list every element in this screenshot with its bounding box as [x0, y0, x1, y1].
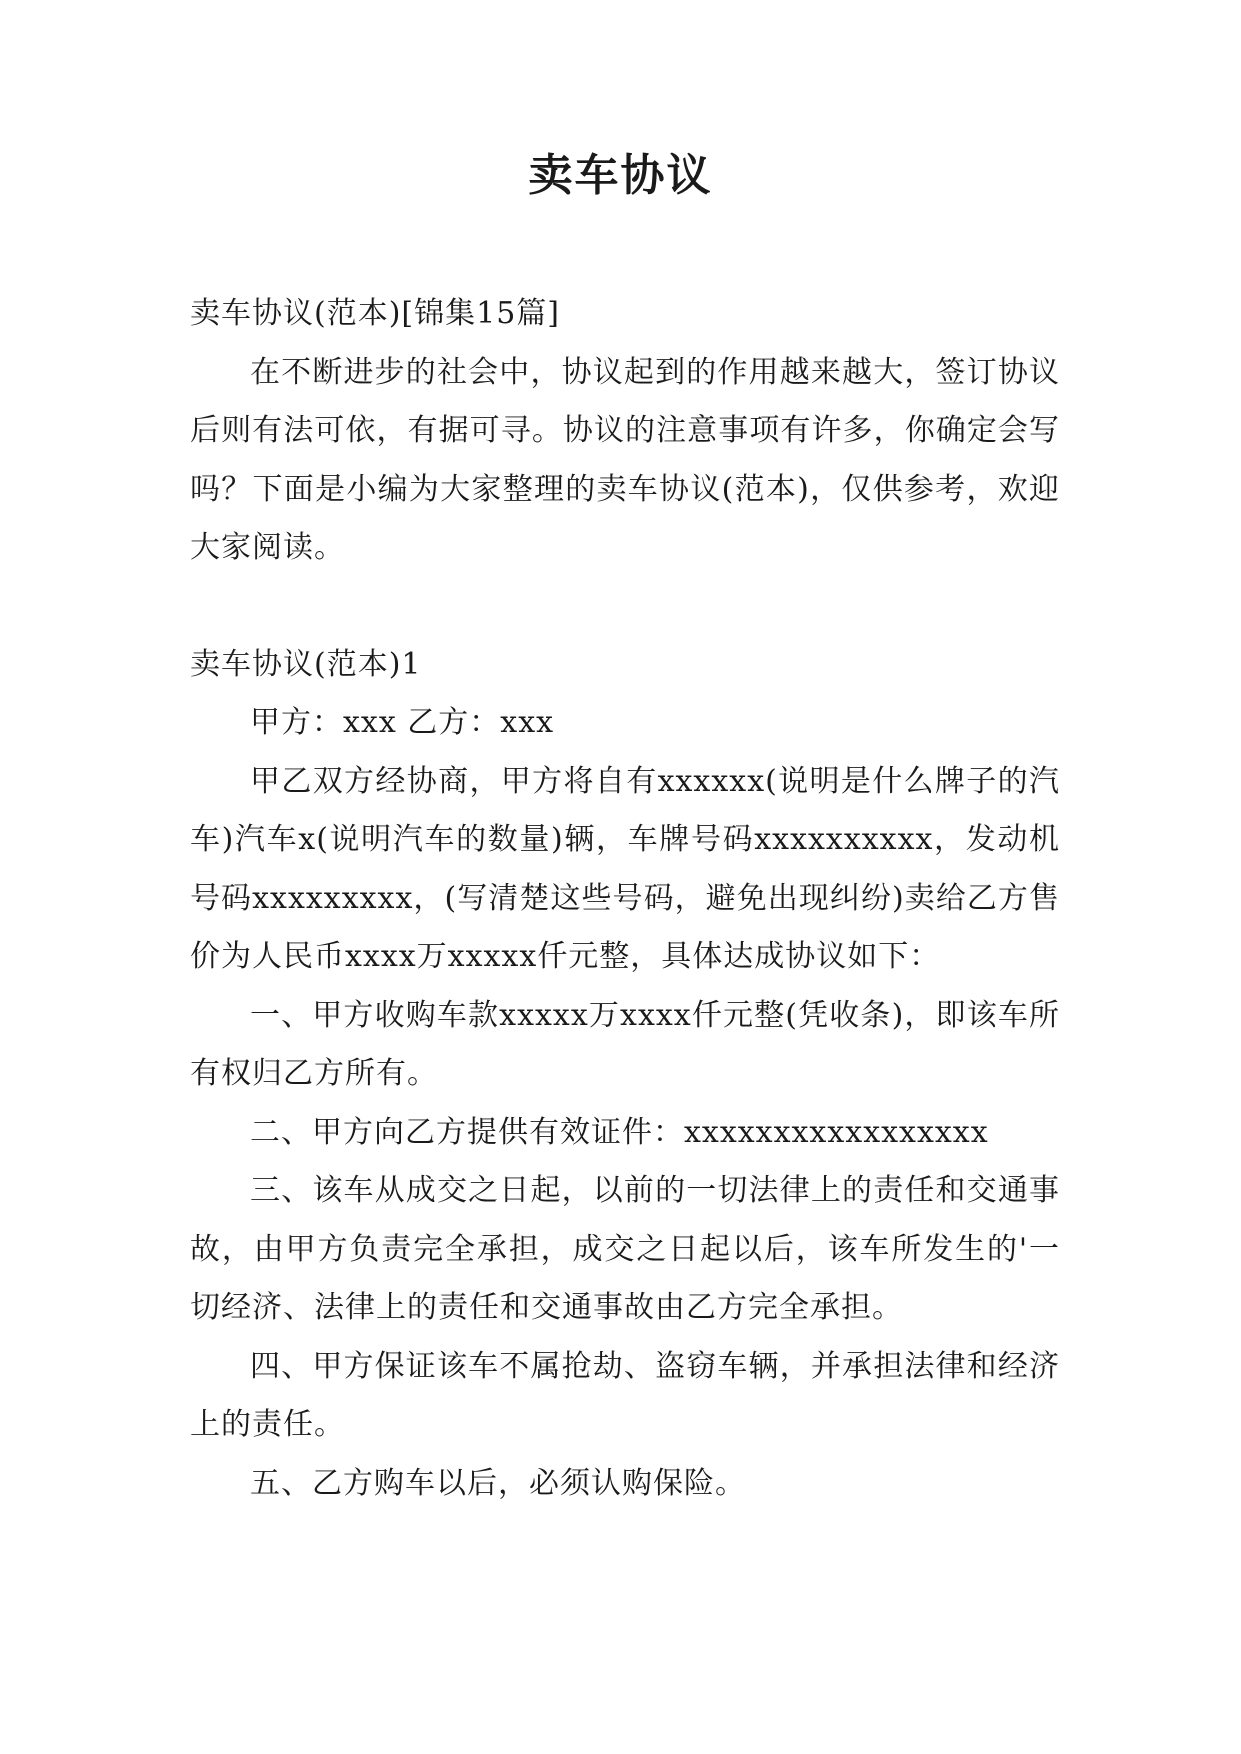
intro-paragraph: 在不断进步的社会中，协议起到的作用越来越大，签订协议后则有法可依，有据可寻。协议的注意事项有许多，你确定会写吗？下面是小编为大家整理的卖车协议(范本)，仅供参考，欢迎大家阅读。	[190, 354, 1060, 565]
agreement-preamble: 甲乙双方经协商，甲方将自有xxxxxx(说明是什么牌子的汽车)汽车x(说明汽车的数量)辆，车牌号码xxxxxxxxxx，发动机号码xxxxxxxxx，(写清楚这些号码，避免出现纠纷)卖给乙方售价为人民币xxxx万xxxxx仟元整，具体达成协议如下：	[190, 763, 1060, 974]
clause-1: 一、甲方收购车款xxxxx万xxxx仟元整(凭收条)，即该车所有权归乙方所有。	[190, 997, 1060, 1091]
document-subtitle: 卖车协议(范本)[锦集15篇]	[190, 296, 560, 331]
document-title: 卖车协议	[528, 150, 713, 201]
clause-2: 二、甲方向乙方提供有效证件：xxxxxxxxxxxxxxxxx	[250, 1114, 989, 1150]
clause-3: 三、该车从成交之日起，以前的一切法律上的责任和交通事故，由甲方负责完全承担，成交之日起以后，该车所发生的'一切经济、法律上的责任和交通事故由乙方完全承担。	[190, 1173, 1060, 1325]
section-heading: 卖车协议(范本)1	[190, 646, 422, 682]
paragraph-spacer	[190, 578, 1060, 636]
parties-line: 甲方：xxx 乙方：xxx	[250, 705, 555, 740]
clause-4: 四、甲方保证该车不属抢劫、盗窃车辆，并承担法律和经济上的责任。	[190, 1348, 1060, 1442]
clause-5: 五、乙方购车以后，必须认购保险。	[250, 1465, 746, 1501]
document-body	[190, 285, 1060, 1513]
